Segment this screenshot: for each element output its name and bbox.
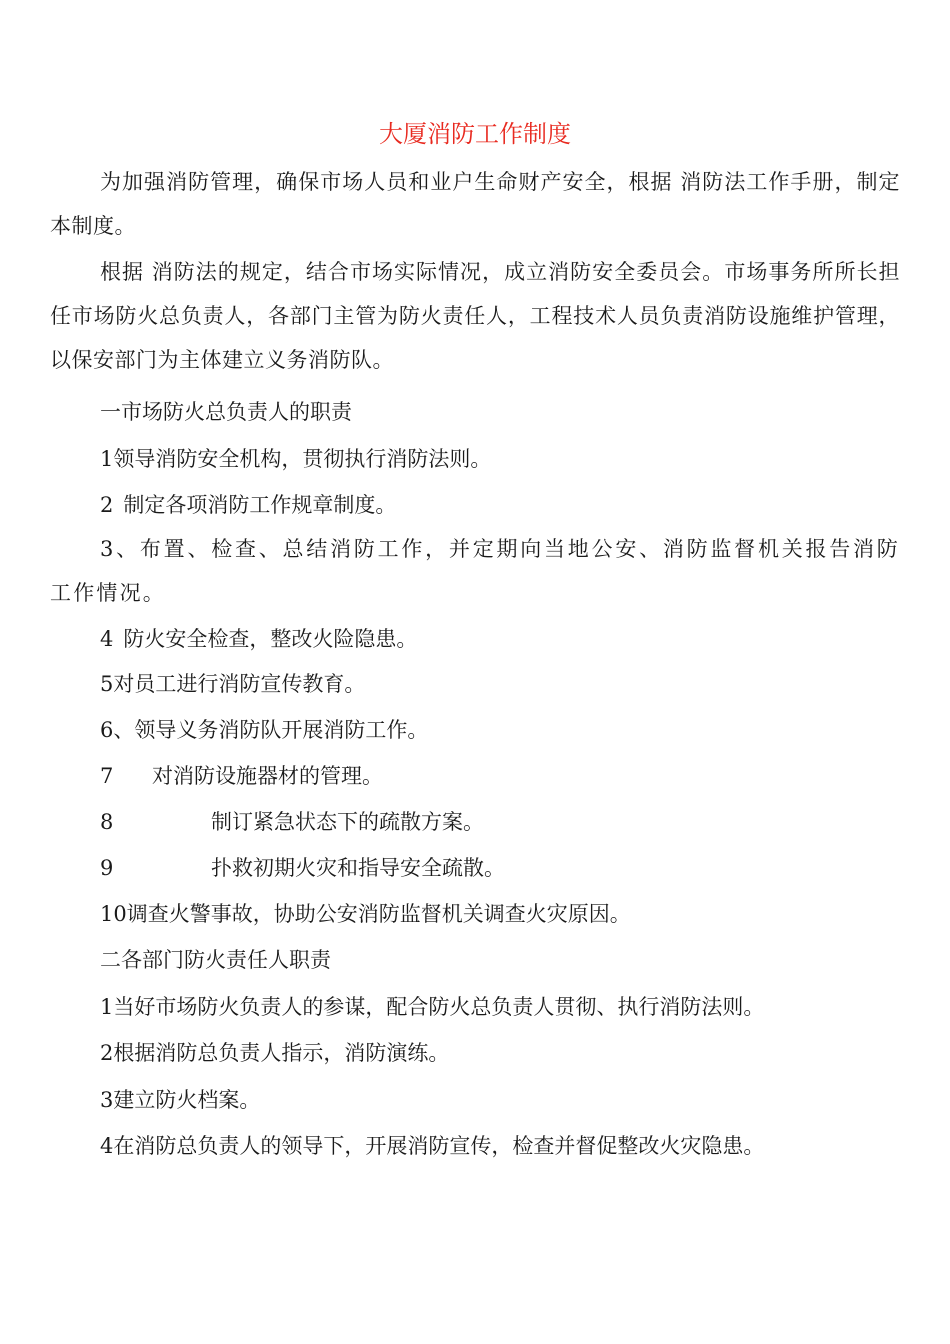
item-text: 布置、检查、总结消防工作，并定期向当地公安、消防监督机关报告消防工作情况。 xyxy=(50,537,900,605)
item-text: 制订紧急状态下的疏散方案。 xyxy=(211,810,484,834)
section-1-item-5 xyxy=(100,662,900,706)
item-text: 当好市场防火负责人的参谋，配合防火总负责人贯彻、执行消防法则。 xyxy=(113,995,765,1019)
section-1-item-4 xyxy=(100,617,900,661)
item-number: 3 xyxy=(100,1088,114,1112)
item-text: 调查火警事故，协助公安消防监督机关调查火灾原因。 xyxy=(126,902,631,926)
item-number: 4 xyxy=(100,1134,114,1158)
section-1-item-10 xyxy=(100,892,900,936)
section-1-item-9 xyxy=(100,846,900,890)
section-2-item-1 xyxy=(100,985,900,1029)
section-1-item-1 xyxy=(100,437,900,481)
item-text: 防火安全检查，整改火险隐患。 xyxy=(123,627,418,651)
item-number: 4 xyxy=(100,627,114,651)
item-text: 在消防总负责人的领导下，开展消防宣传，检查并督促整改火灾隐患。 xyxy=(113,1134,765,1158)
section-2-item-4 xyxy=(100,1124,900,1168)
item-number: 1 xyxy=(100,447,114,471)
section-1-item-3 xyxy=(50,527,900,615)
item-text: 扑救初期火灾和指导安全疏散。 xyxy=(211,856,505,880)
document-page xyxy=(50,0,900,1344)
item-number: 9 xyxy=(100,856,114,880)
item-text: 制定各项消防工作规章制度。 xyxy=(123,493,397,517)
organization-paragraph: 根据 消防法的规定，结合市场实际情况，成立消防安全委员会。市场事务所所长担任市场防火总负责人，各部门主管为防火责任人，工程技术人员负责消防设施维护管理，以保安部门为主体建立义务消防队。 xyxy=(50,260,900,372)
item-number: 5 xyxy=(100,672,114,696)
item-text: 建立防火档案。 xyxy=(113,1088,261,1112)
section-2-item-2 xyxy=(100,1031,900,1075)
item-number: 10 xyxy=(100,902,127,926)
document-title: 大厦消防工作制度 xyxy=(379,120,571,148)
item-text: 对消防设施器材的管理。 xyxy=(152,764,383,788)
item-number: 7 xyxy=(100,764,114,788)
section-2-heading: 二各部门防火责任人职责 xyxy=(100,948,331,972)
item-number: 3、 xyxy=(100,537,140,561)
section-1-heading: 一市场防火总负责人的职责 xyxy=(100,400,352,424)
section-1-item-6 xyxy=(100,708,900,752)
item-number: 8 xyxy=(100,810,114,834)
item-text: 领导消防安全机构，贯彻执行消防法则。 xyxy=(113,447,492,471)
item-text: 对员工进行消防宣传教育。 xyxy=(113,672,366,696)
item-number: 6、 xyxy=(100,718,135,742)
item-number: 2 xyxy=(100,1041,114,1065)
section-1-item-2 xyxy=(100,483,900,527)
section-1-item-8 xyxy=(100,800,900,844)
item-text: 根据消防总负责人指示，消防演练。 xyxy=(113,1041,450,1065)
intro-paragraph: 为加强消防管理，确保市场人员和业户生命财产安全，根据 消防法工作手册，制定本制度。 xyxy=(50,170,900,238)
item-number: 1 xyxy=(100,995,114,1019)
item-text: 领导义务消防队开展消防工作。 xyxy=(134,718,429,742)
section-2-item-3 xyxy=(100,1078,900,1122)
section-1-item-7 xyxy=(100,754,900,798)
item-number: 2 xyxy=(100,493,114,517)
